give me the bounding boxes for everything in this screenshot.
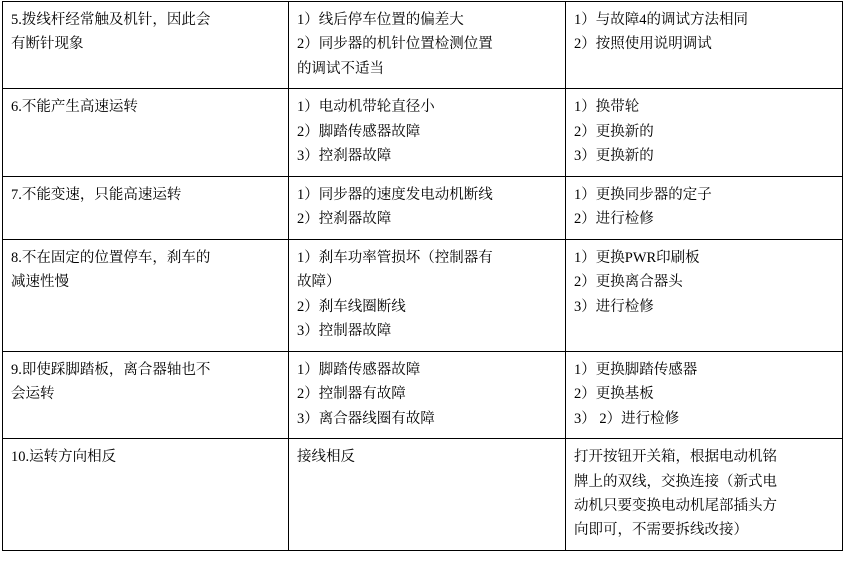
symptom-line: 减速性慢 [11,274,69,291]
symptom-cell [3,2,289,89]
remedy-line: 1）更换脚踏传感器 [574,361,698,378]
symptom-line: 5.拨线杆经常触及机针，因此会 [11,12,211,28]
table-row [3,351,843,438]
fault-troubleshooting-table [2,1,843,551]
symptom-line: 7.不能变速，只能高速运转 [11,186,182,203]
symptom-cell [3,239,289,351]
cause-line: 2）控刹器故障 [297,211,392,228]
symptom-line: 有断针现象 [11,36,84,53]
remedy-line: 3）更换新的 [574,148,654,165]
remedy-line: 向即可，不需要拆线改接） [574,522,748,539]
symptom-line: 9.即使踩脚踏板，离合器轴也不 [11,361,211,378]
cause-line: 1）同步器的速度发电动机断线 [297,186,493,203]
remedy-cell [566,351,843,438]
symptom-line: 8.不在固定的位置停车，刹车的 [11,249,211,266]
symptom-line: 6.不能产生高速运转 [11,99,138,116]
symptom-line: 会运转 [11,386,55,403]
symptom-cell [3,351,289,438]
remedy-line: 牌上的双线，交换连接（新式电 [574,473,777,490]
cause-line: 1）刹车功率管损坏（控制器有 [297,249,493,266]
remedy-line: 2）进行检修 [574,211,654,228]
remedy-line: 2）按照使用说明调试 [574,36,712,53]
cause-cell [289,439,566,551]
table-row [3,89,843,176]
remedy-line: 2）更换新的 [574,123,654,140]
cause-line: 3）控刹器故障 [297,148,392,165]
remedy-line: 1）更换同步器的定子 [574,186,712,203]
cause-line: 2）同步器的机针位置检测位置 [297,36,493,53]
table-body [3,2,843,551]
cause-line: 2）刹车线圈断线 [297,298,406,315]
remedy-line: 动机只要变换电动机尾部插头方 [574,497,777,514]
cause-line: 1）脚踏传感器故障 [297,361,421,378]
cause-line: 接线相反 [297,449,355,466]
cause-line: 3）离合器线圈有故障 [297,410,435,427]
remedy-line: 打开按钮开关箱，根据电动机铭 [574,449,777,466]
remedy-line: 1）换带轮 [574,99,640,116]
cause-line: 故障） [297,274,341,291]
table-row [3,439,843,551]
cause-cell [289,176,566,239]
remedy-cell [566,176,843,239]
remedy-cell [566,239,843,351]
cause-cell [289,239,566,351]
remedy-cell [566,2,843,89]
cause-cell [289,351,566,438]
table-row [3,2,843,89]
remedy-line: 1）与故障4的调试方法相同 [574,12,748,28]
symptom-cell [3,176,289,239]
cause-cell [289,2,566,89]
symptom-cell [3,89,289,176]
table-row [3,176,843,239]
cause-cell [289,89,566,176]
table-row [3,239,843,351]
remedy-cell [566,89,843,176]
remedy-line: 1）更换PWR印刷板 [574,249,700,266]
cause-line: 3）控制器故障 [297,323,392,340]
symptom-line: 10.运转方向相反 [11,449,117,466]
symptom-cell [3,439,289,551]
remedy-cell [566,439,843,551]
remedy-line: 2）更换基板 [574,386,654,403]
remedy-line: 3）进行检修 [574,298,654,315]
cause-line: 的调试不适当 [297,60,384,77]
cause-line: 2）脚踏传感器故障 [297,123,421,140]
remedy-line: 3） 2）进行检修 [574,410,680,427]
cause-line: 1）电动机带轮直径小 [297,99,435,116]
document-page [0,1,844,567]
cause-line: 2）控制器有故障 [297,386,406,403]
cause-line: 1）线后停车位置的偏差大 [297,12,464,28]
remedy-line: 2）更换离合器头 [574,274,683,291]
